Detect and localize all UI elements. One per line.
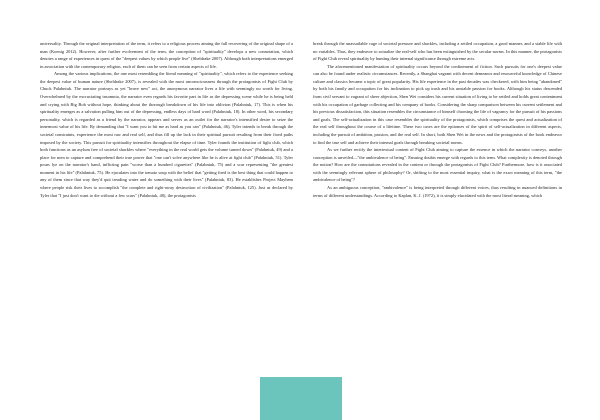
right-paragraph-2: The aforementioned manifestation of spirituality occurs beyond the confinement of fiction. Such pursuits for one's deepest value can also be found under realistic circumstances. Recently, a Shanghai vagrant with decent demeanor and resourceful knowledge of Chinese culture and classics became a topic of great popularity. His life experience in the past decades was checkered, with him being "abandoned" by both his family and occupation for his inclination to pick up trash and his unstable passion for books. Although his status descended from civil servant to vagrant of sheer abjection, Shen Wei considers his current situation of living to be settled and holds great contentment with his occupation of garbage collecting and his company of books. Considering the sharp comparison between his current settlement and his previous dissatisfaction, this situation resembles the circumstance of himself choosing the life of vagrancy for the pursuit of his passions and goals. The self-actualization in this case resembles the spirituality of the protagonists, which comprises the quest and actualization of the real self throughout the course of a lifetime. These two cases are the epitomes of the spirit of self-actualization in different aspects, including the pursuit of ambition, passion, and the real self. In short, both Shen Wei in the news and the protagonists of the book endeavor to find the true self and achieve their internal goals through breaking societal norms. bbox=[313, 63, 562, 145]
right-paragraph-1: break through the unassailable cage of societal pressure and shackles, including a settled occupation, a good manner, and a stable life with no variables. Thus, they endeavor to actualize the real-self who has been extinguished by the secular norms. In this manner, the protagonists of Fight Club reveal spirituality by hunting their internal significance through extreme acts. bbox=[313, 41, 562, 62]
left-text-column bbox=[40, 40, 293, 199]
left-paragraph-1: universality. Through the original interpretation of the term, it refers to a religious process aiming the full recovering of the original shape of a man (Koenig 2012). However, after further evolvement of the term, the conception of "spirituality" develops a new connotation, which denotes a range of experiences in quest of the "deepest values by which people live" (Sheldrake 2007). Although both interpretations emerged in association with the contemporary religion, each of them can be seen from certain aspects of life. bbox=[40, 41, 293, 69]
left-paragraph-2: Among the various implications, the one most resembling the literal meaning of "spirituality", which refers to the experience seeking the deepest value of human nature (Sheldrake 2007), is revealed with the most unconsciousness through the protagonists of Fight Club by Chuck Palahniuk. The narrator portrays as yet "brave new" act, the anonymous narrator lives a life with seemingly no worth for living. Overwhelmed by the excruciating insomnia, the narrator even regards his favorite part in life as the depressing scene while he is being held and crying with Big Bob without hope, thinking about the thorough breakdown of his life into oblivion (Palahniuk, 17). This is when his spirituality emerges as a salvation pulling him out of the depressing, endless days of hard word (Palahniuk, 18). In other word, his secondary personality, which is regarded as a friend by the narrator, appears and serves as an outlet for the narrator's intensified desire to seize the innermost value of his life. By demanding that "I want you to hit me as hard as you can" (Palahniuk, 46), Tyler intends to break through the societal constraints, experience the most raw and real self, and thus fill up the lack in their spiritual pursuit resulting from their fixed paths imposed by the society. This pursuit for spirituality intensifies throughout the elapse of time. Tyler founds the institution of fight club, which both functions as an asylum free of societal shackles where "everything in the real world gets the volume turned down" (Palahniuk, 49) and a place for men to capture and comprehend their true power that "one can't solve anywhere like he is alive at fight club" (Palahniuk, 51). Tyler pours lye on the narrator's hand, inflicting pain "worse than a hundred cigarettes" (Palahniuk, 75) and a scar representing "the greatest moment in his life" (Palahniuk, 75). He ejaculates into the tomato soup with the belief that "getting fired is the best thing that could happen to any of them since that way they'd quit treading water and do something with their lives" (Palahniuk, 83). He establishes Project Mayhem where people risk their lives to accomplish "the complete and right-away destruction of civilization" (Palahniuk, 125). Just as declared by Tyler that "I just don't want to die without a few scars" (Palahniuk, 48), the protagonists bbox=[40, 71, 293, 198]
right-paragraph-4: As an ambiguous conception, "ambivalence" is being interpreted through different voices, thus resulting in nuanced definitions in terms of different understandings. According to Kaplan, K. J. (1972), it is simply elucidated with the most literal meaning, which bbox=[313, 184, 562, 198]
right-paragraph-3: As we further rectify the intertextual content of Fight Club aiming to capture the essence in which the narrator conveys, another conception is unveiled—"the ambivalence of being". Ensuing doubts emerge with regards to this term. What complexity is denoted through the notion? How are the connotations revealed in the content or through the protagonists of Fight Club? Furthermore, how is it associated with the seemingly relevant sphere of philosophy? Or, shifting to the most essential inquiry, what is the exact meaning of this term, "the ambivalence of being"? bbox=[313, 147, 562, 183]
teal-page-marker-block bbox=[260, 377, 342, 420]
right-text-column bbox=[313, 40, 562, 199]
